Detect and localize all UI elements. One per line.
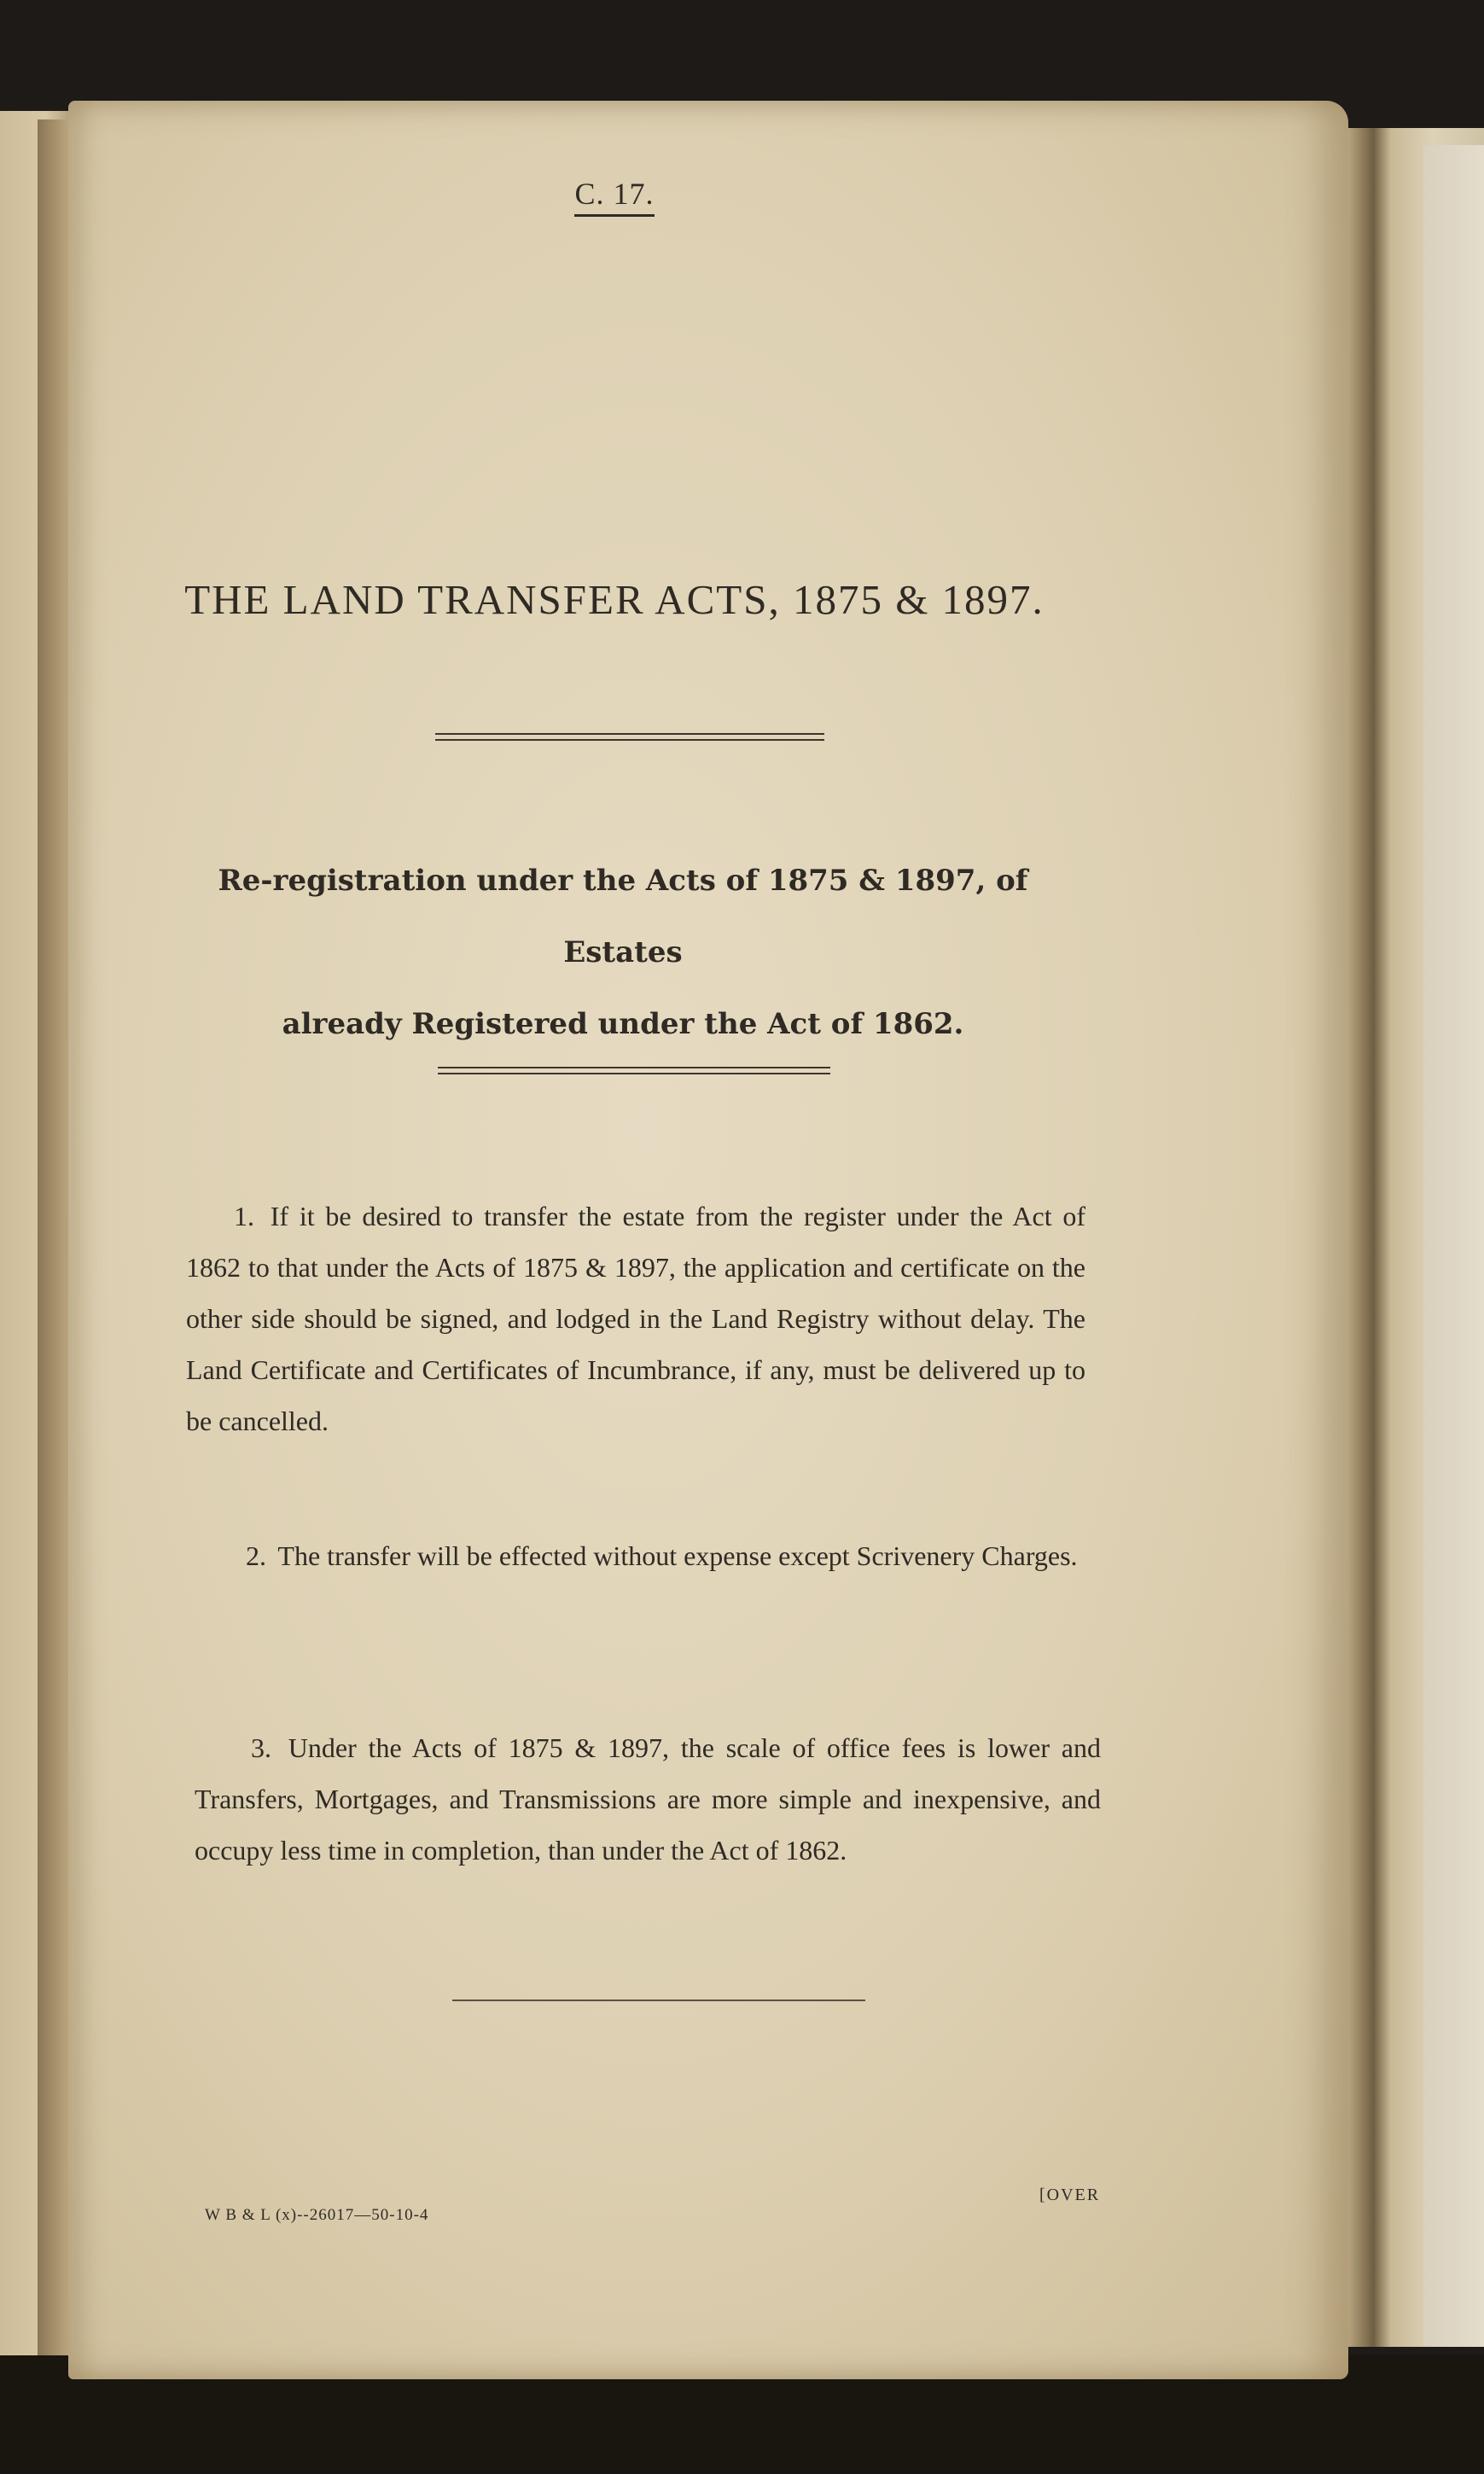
paragraph-text: If it be desired to transfer the estate from the register under the Act of 1862 to that under the Acts of 1875 & 1897, the application and certificate on the other side should be signed, and lodged in the Land Registry without delay. The Land Certificate and Certificates of Incumbrance, if any, must be delivered up to be cancelled. xyxy=(186,1201,1086,1436)
subtitle-line-2: already Registered under the Act of 1862. xyxy=(282,1007,964,1041)
paragraph-3 xyxy=(195,1722,1101,1876)
form-number xyxy=(512,176,717,212)
paragraph-2 xyxy=(189,1530,1094,1581)
subtitle-divider xyxy=(438,1067,830,1074)
paragraph-text: Under the Acts of 1875 & 1897, the scale of office fees is lower and Transfers, Mortgages, and Transmissions are more simple and inexpensive, and occupy less time in completion, than under the Act of 1862. xyxy=(195,1732,1102,1866)
handwritten-note-edge xyxy=(1423,145,1484,2347)
subtitle xyxy=(162,845,1084,1060)
over-mark: [OVER xyxy=(1039,2186,1101,2204)
closing-rule xyxy=(452,2000,865,2001)
form-number-text: C. 17. xyxy=(574,177,654,217)
page-title: THE LAND TRANSFER ACTS, 1875 & 1897. xyxy=(184,576,1045,623)
subtitle-line-1: Re-registration under the Acts of 1875 & 1897, of Estates xyxy=(218,864,1028,969)
paragraph-1 xyxy=(186,1190,1085,1447)
paragraph-number: 2. xyxy=(246,1540,266,1571)
paragraph-number: 3. xyxy=(251,1732,271,1763)
paragraph-text: The transfer will be effected without expense except Scrivenery Charges. xyxy=(277,1540,1078,1571)
title-divider xyxy=(435,733,824,741)
printer-mark: W B & L (x)--26017—50-10-4 xyxy=(205,2206,429,2224)
paragraph-number: 1. xyxy=(234,1201,254,1231)
